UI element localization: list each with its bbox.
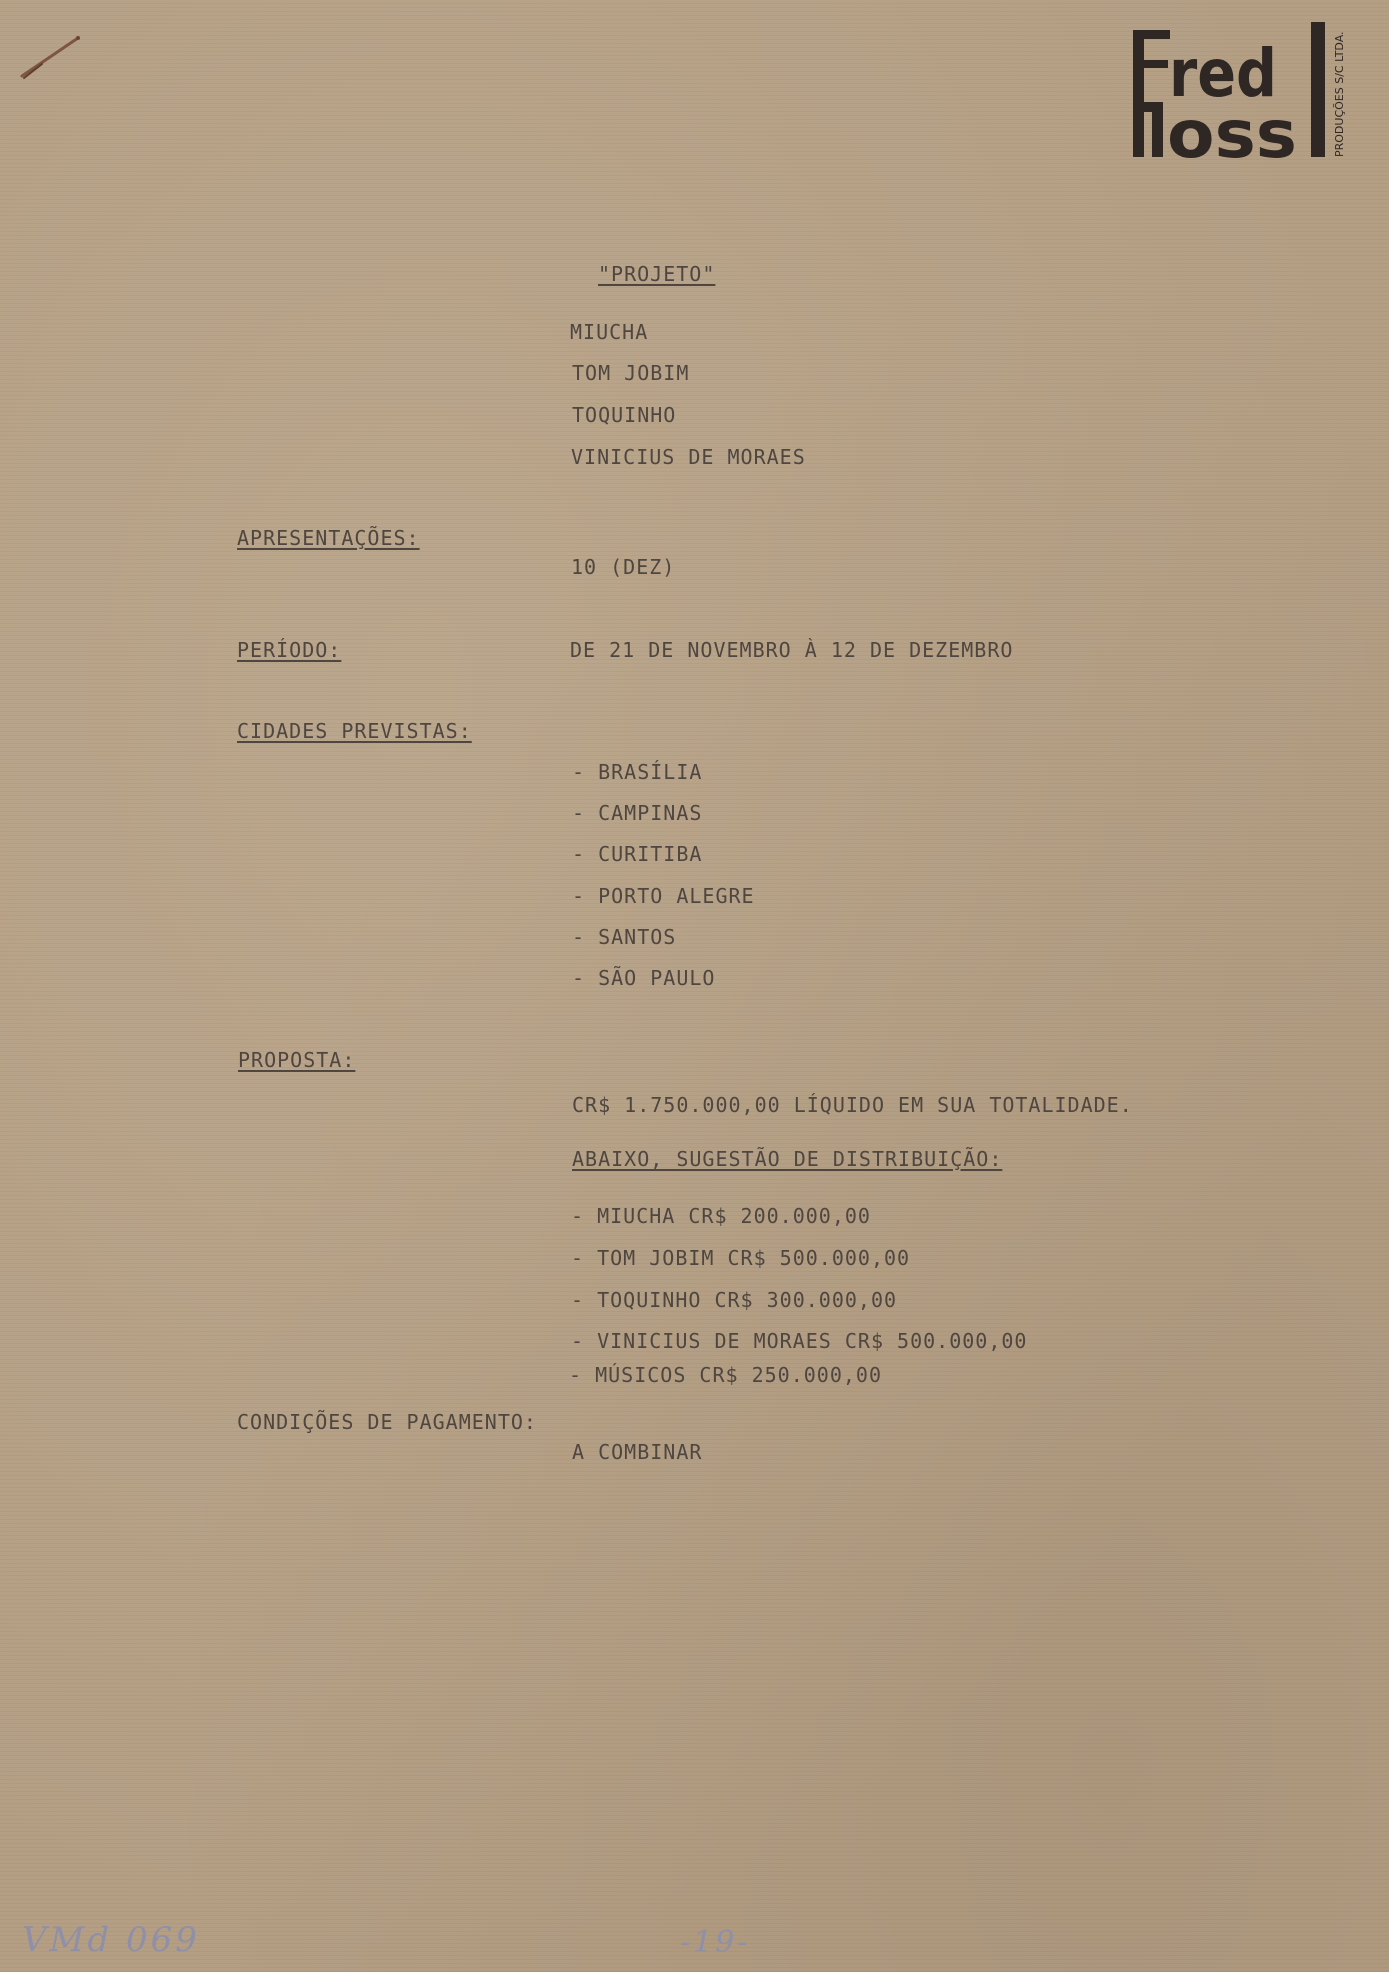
fred-rossi-logo bbox=[1125, 22, 1365, 167]
city-item: - SÃO PAULO bbox=[572, 966, 716, 990]
distribution-item: - VINICIUS DE MORAES CR$ 500.000,00 bbox=[571, 1329, 1028, 1353]
city-item: - CAMPINAS bbox=[572, 801, 703, 825]
distribution-item: - MIUCHA CR$ 200.000,00 bbox=[571, 1204, 871, 1228]
distribution-item: - TOM JOBIM CR$ 500.000,00 bbox=[571, 1246, 911, 1270]
svg-text:oss: oss bbox=[1167, 96, 1297, 167]
city-item: - BRASÍLIA bbox=[572, 760, 703, 784]
pagamento-value: A COMBINAR bbox=[572, 1440, 703, 1464]
archive-code-handwritten: VMd 069 bbox=[22, 1920, 200, 1960]
artist-name: VINICIUS DE MORAES bbox=[571, 445, 806, 469]
city-item: - PORTO ALEGRE bbox=[572, 884, 755, 908]
svg-text:red: red bbox=[1169, 35, 1277, 112]
city-item: - CURITIBA bbox=[572, 842, 703, 866]
page-number-handwritten: -19- bbox=[680, 1925, 751, 1960]
staple-mark bbox=[18, 30, 98, 90]
artist-name: TOQUINHO bbox=[572, 403, 677, 427]
periodo-value: DE 21 DE NOVEMBRO À 12 DE DEZEMBRO bbox=[570, 638, 1014, 662]
city-item: - SANTOS bbox=[572, 925, 677, 949]
distribution-item: - TOQUINHO CR$ 300.000,00 bbox=[571, 1288, 898, 1312]
distribution-heading: ABAIXO, SUGESTÃO DE DISTRIBUIÇÃO: bbox=[572, 1147, 1003, 1171]
distribution-item: - MÚSICOS CR$ 250.000,00 bbox=[569, 1363, 882, 1387]
artist-name: MIUCHA bbox=[570, 320, 649, 344]
periodo-label: PERÍODO: bbox=[237, 638, 342, 662]
pagamento-label: CONDIÇÕES DE PAGAMENTO: bbox=[237, 1410, 537, 1434]
artist-name: TOM JOBIM bbox=[572, 361, 690, 385]
proposta-total: CR$ 1.750.000,00 LÍQUIDO EM SUA TOTALIDADE. bbox=[572, 1093, 1133, 1117]
logo-tagline: PRODUÇÕES S/C LTDA. bbox=[1333, 31, 1346, 157]
document-title: "PROJETO" bbox=[598, 262, 716, 286]
cidades-label: CIDADES PREVISTAS: bbox=[237, 719, 472, 743]
apresentacoes-label: APRESENTAÇÕES: bbox=[237, 526, 420, 550]
proposta-label: PROPOSTA: bbox=[238, 1048, 356, 1072]
apresentacoes-value: 10 (DEZ) bbox=[571, 555, 676, 579]
